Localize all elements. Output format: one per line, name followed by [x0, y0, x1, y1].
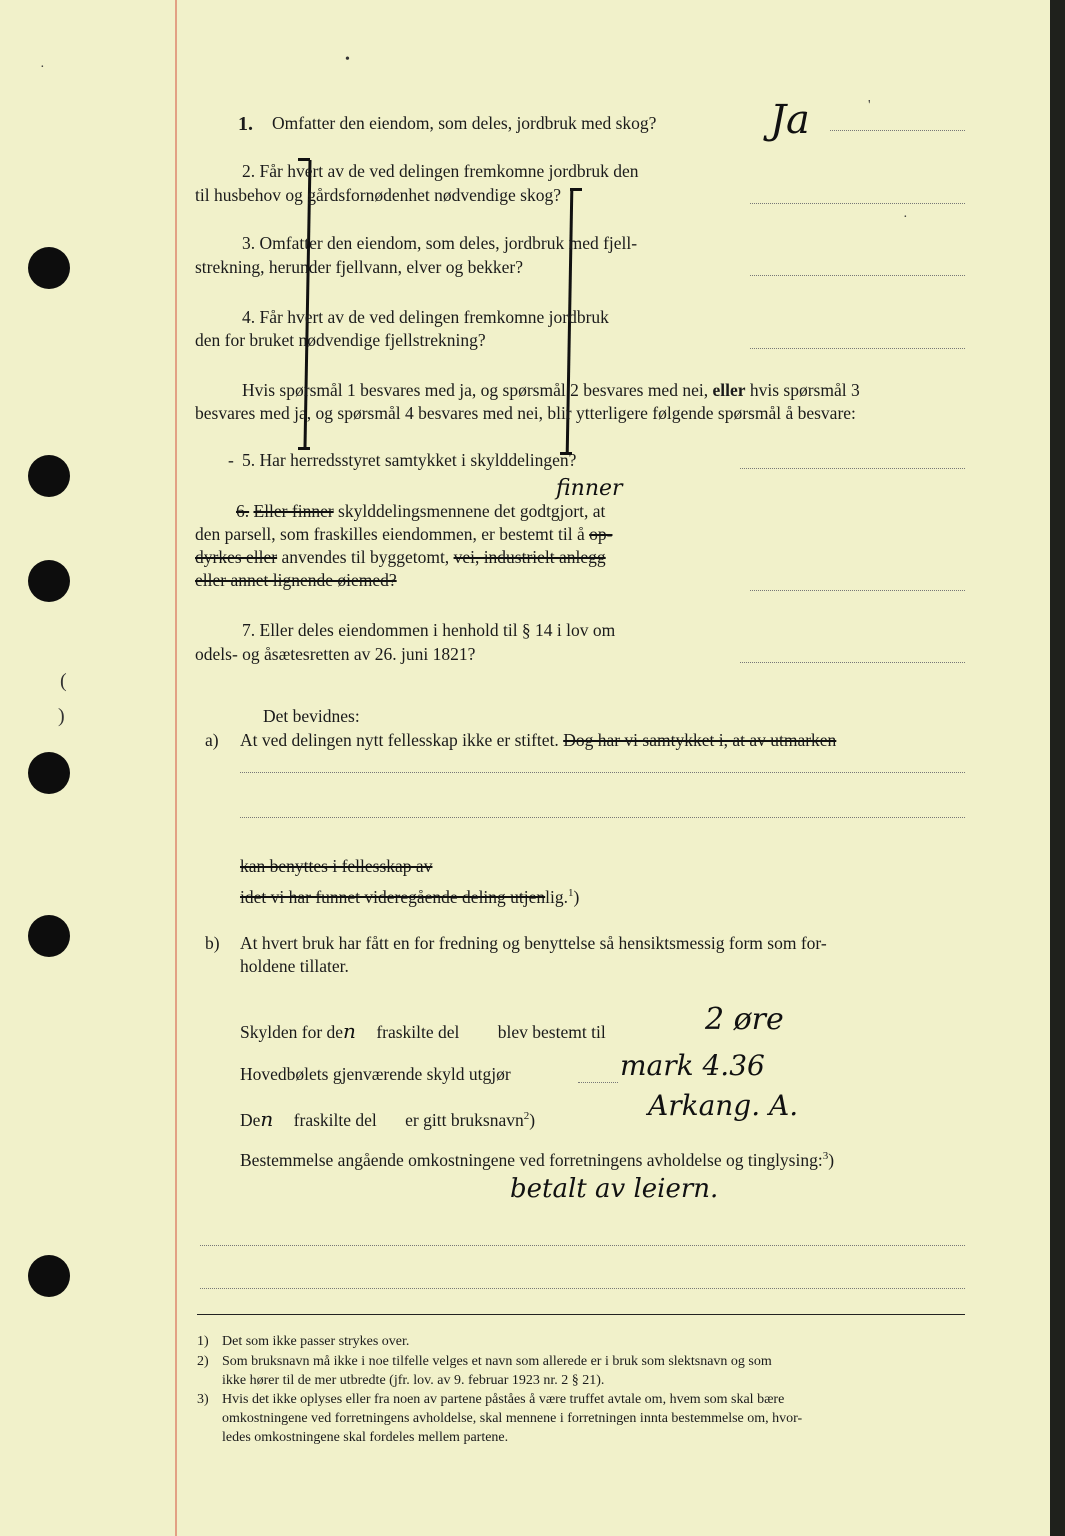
cert-b-label: b) — [205, 933, 220, 953]
q1-answer: Ja — [770, 97, 810, 143]
punch-hole — [28, 1255, 70, 1297]
punch-hole — [28, 752, 70, 794]
footnote-rule — [197, 1314, 965, 1315]
cert-a-struck3: idet vi har funnet videregående deling utjenlig.$^1$) — [240, 886, 580, 907]
fn3-line3: ledes omkostningene skal fordeles mellem partene. — [222, 1430, 509, 1445]
fn3-mark: 3) — [197, 1392, 209, 1407]
fn2-mark: 2) — [197, 1354, 209, 1369]
kost-value: betalt av leiern. — [510, 1174, 719, 1204]
cert-b-line1: At hvert bruk har fått en for fredning og benyttelse så hensiktsmessig form som for- — [240, 933, 827, 953]
navn-value: Arkang. A. — [648, 1089, 799, 1122]
punch-hole — [28, 915, 70, 957]
q7-line1: 7. Eller deles eiendommen i henhold til § 14 i lov om — [242, 620, 616, 640]
skyld-value: 2 øre — [705, 1002, 784, 1037]
punch-hole — [28, 247, 70, 289]
cert-a-struck2: kan benyttes i fellesskap av — [240, 856, 433, 876]
margin-line — [175, 0, 177, 1536]
q6-line3: dyrkes eller anvendes til byggetomt, vei, industrielt anlegg — [195, 547, 606, 567]
q4-line1: 4. Får hvert av de ved delingen fremkomne jordbruk — [242, 307, 609, 327]
hoved-field-label: Hovedbølets gjenværende skyld utgjør — [240, 1064, 511, 1084]
q7-line2: odels- og åsætesretten av 26. juni 1821? — [195, 644, 476, 664]
q4-line2: den for bruket nødvendige fjellstrekning? — [195, 330, 486, 350]
fn3-line2: omkostningene ved forretningens avholdelse, skal mennene i forretningen innta bestemmelse om, hvor- — [222, 1411, 803, 1426]
q1-number: 1. — [238, 113, 253, 135]
fn2-line2: ikke hører til de mer utbredte (jfr. lov. av 9. februar 1923 nr. 2 § 21). — [222, 1373, 605, 1388]
q3-line2: strekning, herunder fjellvann, elver og bekker? — [195, 257, 523, 277]
punch-hole — [28, 560, 70, 602]
q3-line1: 3. Omfatter den eiendom, som deles, jordbruk med fjell- — [242, 233, 638, 253]
cert-a-label: a) — [205, 730, 219, 750]
fn3-line1: Hvis det ikke oplyses eller fra noen av partene påståes å være truffet avtale om, hvem som skal bære — [222, 1392, 785, 1407]
q1-text: Omfatter den eiendom, som deles, jordbruk med skog? — [272, 113, 657, 133]
punch-hole — [28, 455, 70, 497]
document-page: • · ( ) · ' 1. Omfatter den eiendom, som deles, jordbruk med skog? Ja 2. Får hvert av de ved delingen fremkomne jordbruk den til husbehov og gårdsfornødenhet nødvendige skog? 3. Omfatter den eiendom, som deles, jordbruk med fjell- strekning, herunder fjellvann, elver og bekker? 4. Får hvert av de ved delingen fremkomne jordbruk den for bruket nødvendige fjellstrekning? Hvis spørsmål 1 besvares med ja, og spørsmål 2 besvares med nei, eller hvis spørsmål 3 besvares med ja, og spørsmål 4 besvares med nei, blir ytterligere følgende spørsmål å besvare: - 5. Har herredsstyret samtykket i skylddelingen? 6. Eller finner skylddelingsmennene det godtgjort, at finner den parsell, som fraskilles eiendommen, er bestemt til å op- dyrkes eller anvendes til byggetomt, vei, industrielt anlegg eller annet lignende øiemed? 7. Eller deles eiendommen i henhold til § 14 i lov om odels- og åsætesretten av 26. juni 1821? Det bevidnes: a) At ved delingen nytt fellesskap ikke er stiftet. Dog har vi samtykket i, at av utmarken kan benyttes i fellesskap av idet vi har funnet videregående deling utjenlig.$^1$) b) At hvert bruk har fått en for fredning og benyttelse så hensiktsmessig form som for- holdene tillater. Skylden for den fraskilte del blev bestemt til 2 øre Hovedbølets gjenværende skyld utgjør mark 4.36 Den fraskilte del er gitt bruksnavn$^2$) Arkang. A. Bestemmelse angående omkostningene ved forretningens avholdelse og tinglysing:$^3$) betalt av leiern. 1) Det som ikke passer strykes over. 2) Som bruksnavn må ikke i noe tilfelle velges et navn som allerede er i bruk som slektsnavn og som ikke hører til de mer utbredte (jfr. lov. av 9. februar 1923 nr. 2 § 21). 3) Hvis det ikke oplyses eller fra noen av partene påståes å være truffet avtale om, hvem som skal bære omkostningene ved forretningens avholdelse, skal mennene i forretningen innta bestemmelse om, hvor- ledes omkostningene skal fordeles mellem partene. — [0, 0, 1050, 1536]
q6-line4: eller annet lignende øiemed? — [195, 570, 397, 590]
certification-heading: Det bevidnes: — [263, 706, 360, 726]
fn1-mark: 1) — [197, 1334, 209, 1349]
cert-b-line2: holdene tillater. — [240, 956, 349, 976]
q6-line2: den parsell, som fraskilles eiendommen, er bestemt til å op- — [195, 524, 613, 544]
q6-handwritten-insert: finner — [556, 476, 623, 501]
fn2-line1: Som bruksnavn må ikke i noe tilfelle velges et navn som allerede er i bruk som slektsnavn og som — [222, 1354, 772, 1369]
kost-field-label: Bestemmelse angående omkostningene ved forretningens avholdelse og tinglysing:$^3$) — [240, 1149, 835, 1170]
q2-line1: 2. Får hvert av de ved delingen fremkomne jordbruk den — [242, 161, 639, 181]
cert-a-text: At ved delingen nytt fellesskap ikke er stiftet. Dog har vi samtykket i, at av utmarken — [240, 730, 837, 750]
conditional-line1: Hvis spørsmål 1 besvares med ja, og spørsmål 2 besvares med nei, eller hvis spørsmål 3 — [242, 380, 860, 400]
skyld-field-label: Skylden for den fraskilte del blev bestemt til — [240, 1019, 606, 1043]
conditional-line2: besvares med ja, og spørsmål 4 besvares med nei, blir ytterligere følgende spørsmål å besvare: — [195, 403, 856, 423]
fn1-text: Det som ikke passer strykes over. — [222, 1334, 410, 1349]
q6-line1: 6. Eller finner skylddelingsmennene det godtgjort, at — [236, 501, 606, 521]
q2-line2: til husbehov og gårdsfornødenhet nødvendige skog? — [195, 185, 561, 205]
navn-field-label: Den fraskilte del er gitt bruksnavn$^2$) — [240, 1107, 536, 1131]
q5-text: 5. Har herredsstyret samtykket i skylddelingen? — [242, 450, 577, 470]
hoved-value: mark 4.36 — [620, 1049, 765, 1082]
